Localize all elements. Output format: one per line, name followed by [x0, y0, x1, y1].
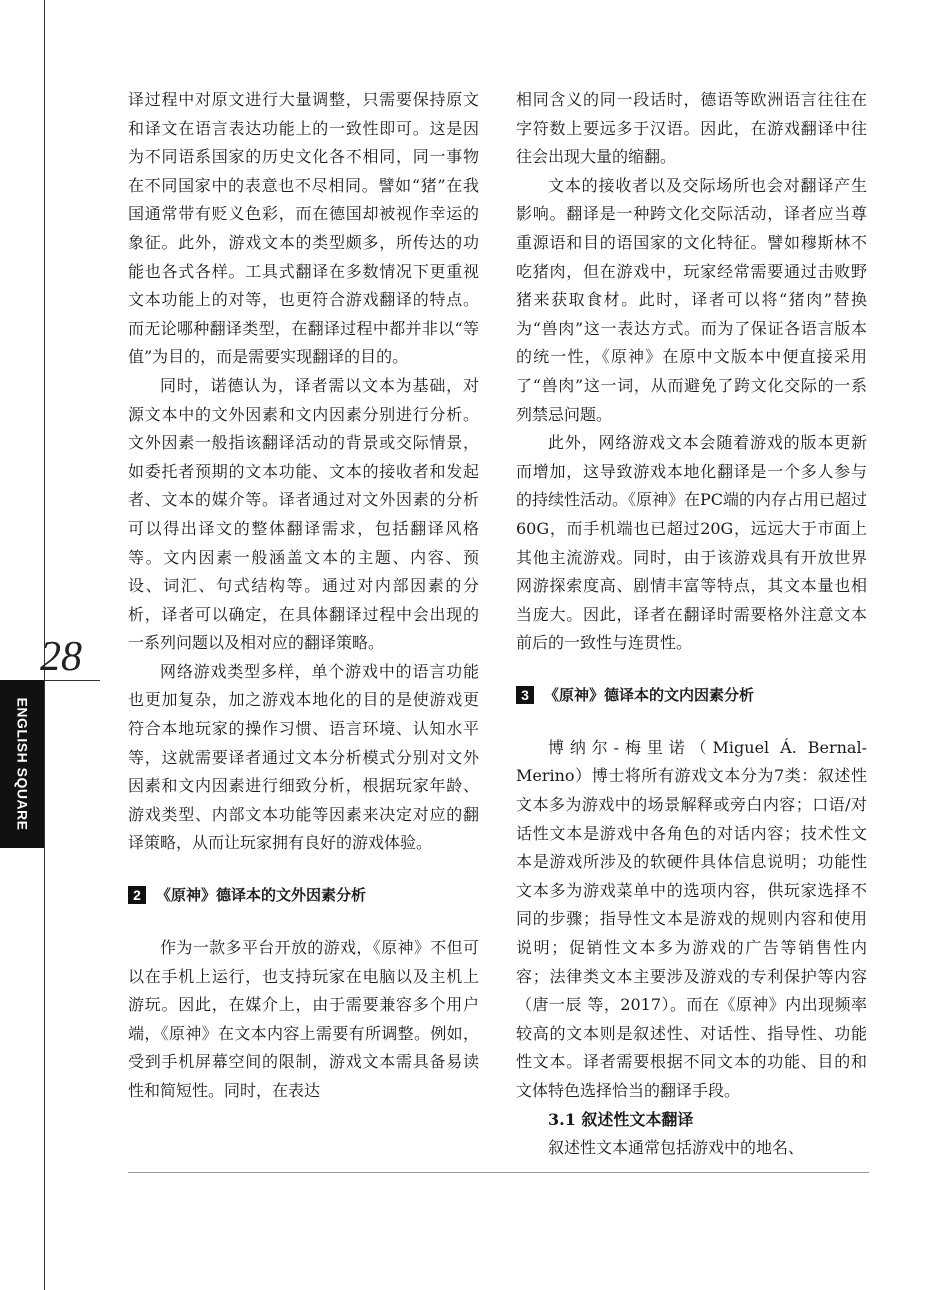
- footer-rule: [128, 1172, 869, 1173]
- section-number-badge: 3: [516, 686, 534, 704]
- left-column: [128, 86, 479, 1106]
- section-heading: [516, 680, 867, 710]
- section-heading: [128, 880, 479, 910]
- section-title: 《原神》德译本的文外因素分析: [156, 885, 367, 904]
- page-number-rule: [44, 680, 100, 681]
- paragraph: 作为一款多平台开放的游戏，《原神》不但可以在手机上运行，也支持玩家在电脑以及主机上游玩。因此，在媒介上，由于需要兼容多个用户端，《原神》在文本内容上需要有所调整。例如，受到手机屏幕空间的限制，游戏文本需具备易读性和简短性。同时，在表达: [128, 938, 479, 1100]
- journal-tab: [0, 680, 44, 848]
- paragraph: 博纳尔-梅里诺（Miguel Á. Bernal-Merino）博士将所有游戏文本分为7类：叙述性文本多为游戏中的场景解释或旁白内容；口语/对话性文本是游戏中各角色的对话内容；技术性文本是游戏所涉及的软硬件具体信息说明；功能性文本多为游戏菜单中的选项内容，供玩家选择不同的步骤；指导性文本是游戏的规则内容和使用说明；促销性文本多为游戏的广告等销售性内容；法律类文本主要涉及游戏的专利保护等内容（唐一辰 等，2017）。而在《原神》内出现频率较高的文本则是叙述性、对话性、指导性、功能性文本。译者需要根据不同文本的功能、目的和文体特色选择恰当的翻译手段。: [516, 737, 867, 1100]
- section-number-badge: 2: [128, 886, 146, 904]
- subsection-heading: 3.1 叙述性文本翻译: [548, 1109, 694, 1129]
- paragraph: 同时，诺德认为，译者需以文本为基础，对源文本中的文外因素和文内因素分别进行分析。文外因素一般指该翻译活动的背景或交际情景，如委托者预期的文本功能、文本的接收者和发起者、文本的媒介等。译者通过对文外因素的分析可以得出译文的整体翻译需求，包括翻译风格等。文内因素一般涵盖文本的主题、内容、预设、词汇、句式结构等。通过对内部因素的分析，译者可以确定，在具体翻译过程中会出现的一系列问题以及相对应的翻译策略。: [128, 375, 479, 653]
- section-title: 《原神》德译本的文内因素分析: [544, 685, 755, 704]
- paragraph: 叙述性文本通常包括游戏中的地名、: [548, 1138, 805, 1158]
- paragraph: 文本的接收者以及交际场所也会对翻译产生影响。翻译是一种跨文化交际活动，译者应当尊重源语和目的语国家的文化特征。譬如穆斯林不吃猪肉，但在游戏中，玩家经常需要通过击败野猪来获取食材。此时，译者可以将“猪肉”替换为“兽肉”这一表达方式。而为了保证各语言版本的统一性，《原神》在原中文版本中便直接采用了“兽肉”这一词，从而避免了跨文化交际的一系列禁忌问题。: [516, 175, 867, 424]
- contact-info: [10, 848, 36, 1118]
- paragraph: 相同含义的同一段话时，德语等欧洲语言往往在字符数上要远多于汉语。因此，在游戏翻译中往往会出现大量的缩翻。: [516, 90, 867, 167]
- paragraph: 译过程中对原文进行大量调整，只需要保持原文和译文在语言表达功能上的一致性即可。这是因为不同语系国家的历史文化各不相同，同一事物在不同国家中的表意也不尽相同。譬如“猪”在我国通常带有贬义色彩，而在德国却被视作幸运的象征。此外，游戏文本的类型颇多，所传达的功能也各式各样。工具式翻译在多数情况下更重视文本功能上的对等，也更符合游戏翻译的特点。而无论哪种翻译类型，在翻译过程中都并非以“等值”为目的，而是需要实现翻译的目的。: [128, 90, 479, 367]
- paragraph: 网络游戏类型多样，单个游戏中的语言功能也更加复杂，加之游戏本地化的目的是使游戏更符合本地玩家的操作习惯、语言环境、认知水平等，这就需要译者通过文本分析模式分别对文外因素和文内因素进行细致分析，根据玩家年龄、游戏类型、内部文本功能等因素来决定对应的翻译策略，从而让玩家拥有良好的游戏体验。: [128, 661, 479, 853]
- right-column: [516, 86, 867, 1163]
- page-number: 28: [40, 634, 82, 680]
- paragraph: 此外，网络游戏文本会随着游戏的版本更新而增加，这导致游戏本地化翻译是一个多人参与的持续性活动。《原神》在PC端的内存占用已超过60G，而手机端也已超过20G，远远大于市面上其他主流游戏。同时，由于该游戏具有开放世界网游探索度高、剧情丰富等特点，其文本量也相当庞大。因此，译者在翻译时需要格外注意文本前后的一致性与连贯性。: [516, 433, 868, 653]
- journal-name: ENGLISH SQUARE: [14, 697, 31, 831]
